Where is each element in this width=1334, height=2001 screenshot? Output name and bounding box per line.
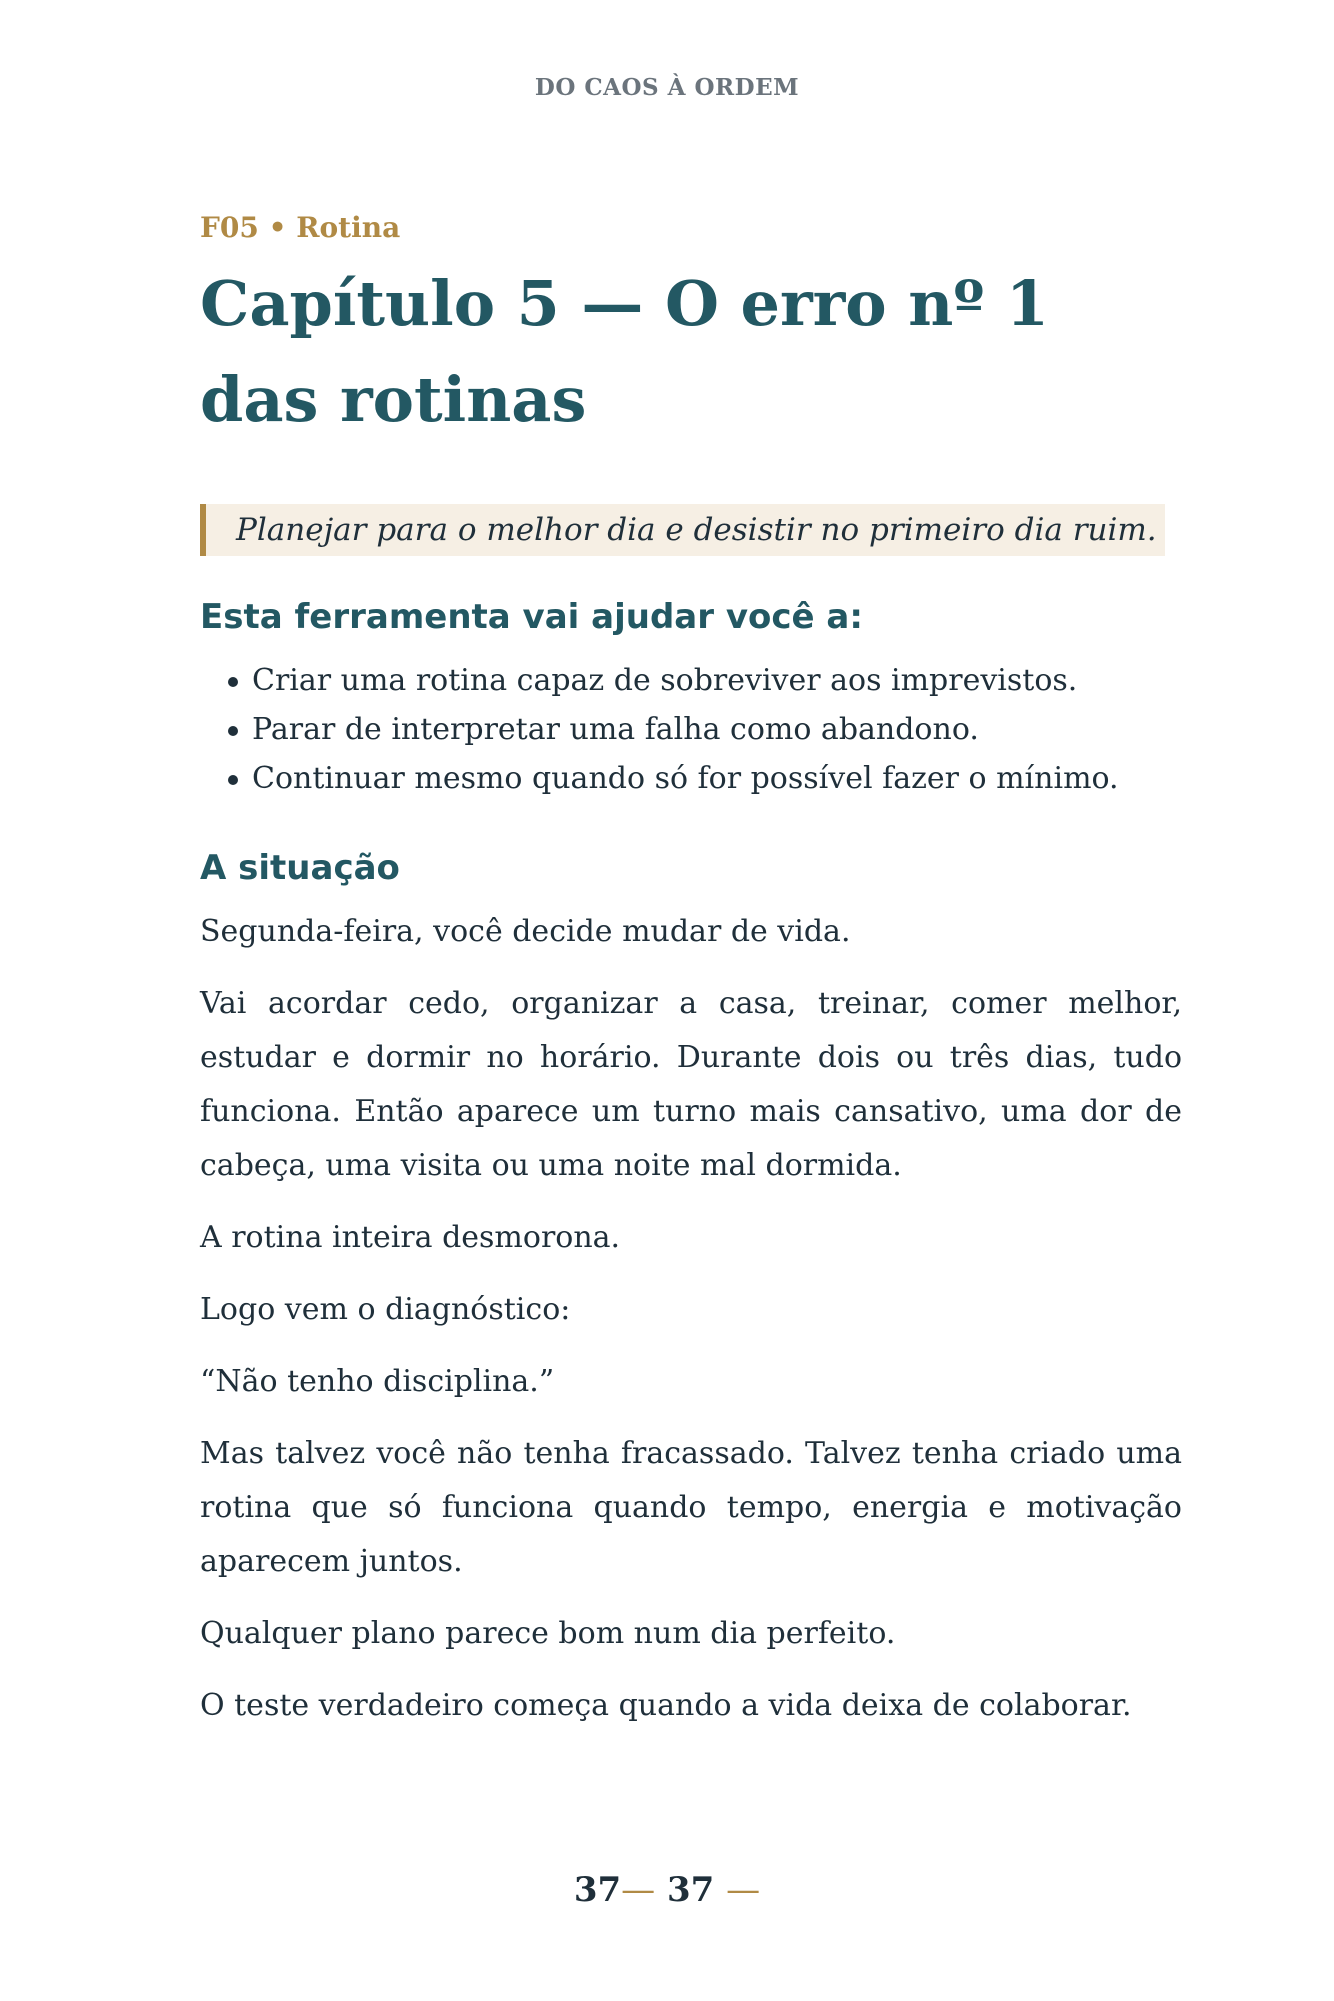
chapter-kicker: F05 • Rotina bbox=[200, 211, 401, 244]
page-content bbox=[200, 200, 1182, 1733]
body-paragraph: Qualquer plano parece bom num dia perfeito. bbox=[200, 1616, 896, 1651]
body-paragraph: O teste verdadeiro começa quando a vida deixa de colaborar. bbox=[200, 1688, 1132, 1723]
folio-dash: — bbox=[621, 1870, 656, 1910]
chapter-title: Capítulo 5 — O erro nº 1 das rotinas bbox=[200, 267, 1050, 436]
page-number bbox=[0, 1870, 1334, 1910]
body-paragraph: Segunda-feira, você decide mudar de vida. bbox=[200, 914, 851, 949]
list-item: Criar uma rotina capaz de sobreviver aos imprevistos. bbox=[228, 656, 1182, 705]
benefits-list bbox=[200, 656, 1182, 803]
situation-heading: A situação bbox=[200, 848, 400, 888]
body-paragraph: A rotina inteira desmorona. bbox=[200, 1220, 621, 1255]
body-paragraph: Mas talvez você não tenha fracassado. Talvez tenha criado uma rotina que só funciona quando tempo, energia e motivação aparecem juntos. bbox=[200, 1436, 1182, 1579]
body-paragraph: “Não tenho disciplina.” bbox=[200, 1364, 555, 1399]
list-item: Continuar mesmo quando só for possível fazer o mínimo. bbox=[228, 754, 1182, 803]
page-number-value: 37 bbox=[667, 1870, 715, 1910]
epigraph-quote: Planejar para o melhor dia e desistir no primeiro dia ruim. bbox=[200, 504, 1165, 556]
page-number-value: 37 bbox=[573, 1870, 622, 1910]
running-head: DO CAOS À ORDEM bbox=[534, 74, 800, 101]
body-paragraph: Logo vem o diagnóstico: bbox=[200, 1292, 571, 1327]
folio-dash: — bbox=[726, 1870, 761, 1910]
list-item: Parar de interpretar uma falha como abandono. bbox=[228, 705, 1182, 754]
tool-heading: Esta ferramenta vai ajudar você a: bbox=[200, 597, 863, 637]
body-paragraph: Vai acordar cedo, organizar a casa, treinar, comer melhor, estudar e dormir no horário. Durante dois ou três dias, tudo funciona. Então aparece um turno mais cansativo, uma dor de cabeça, uma visita ou uma noite mal dormida. bbox=[200, 986, 1182, 1183]
